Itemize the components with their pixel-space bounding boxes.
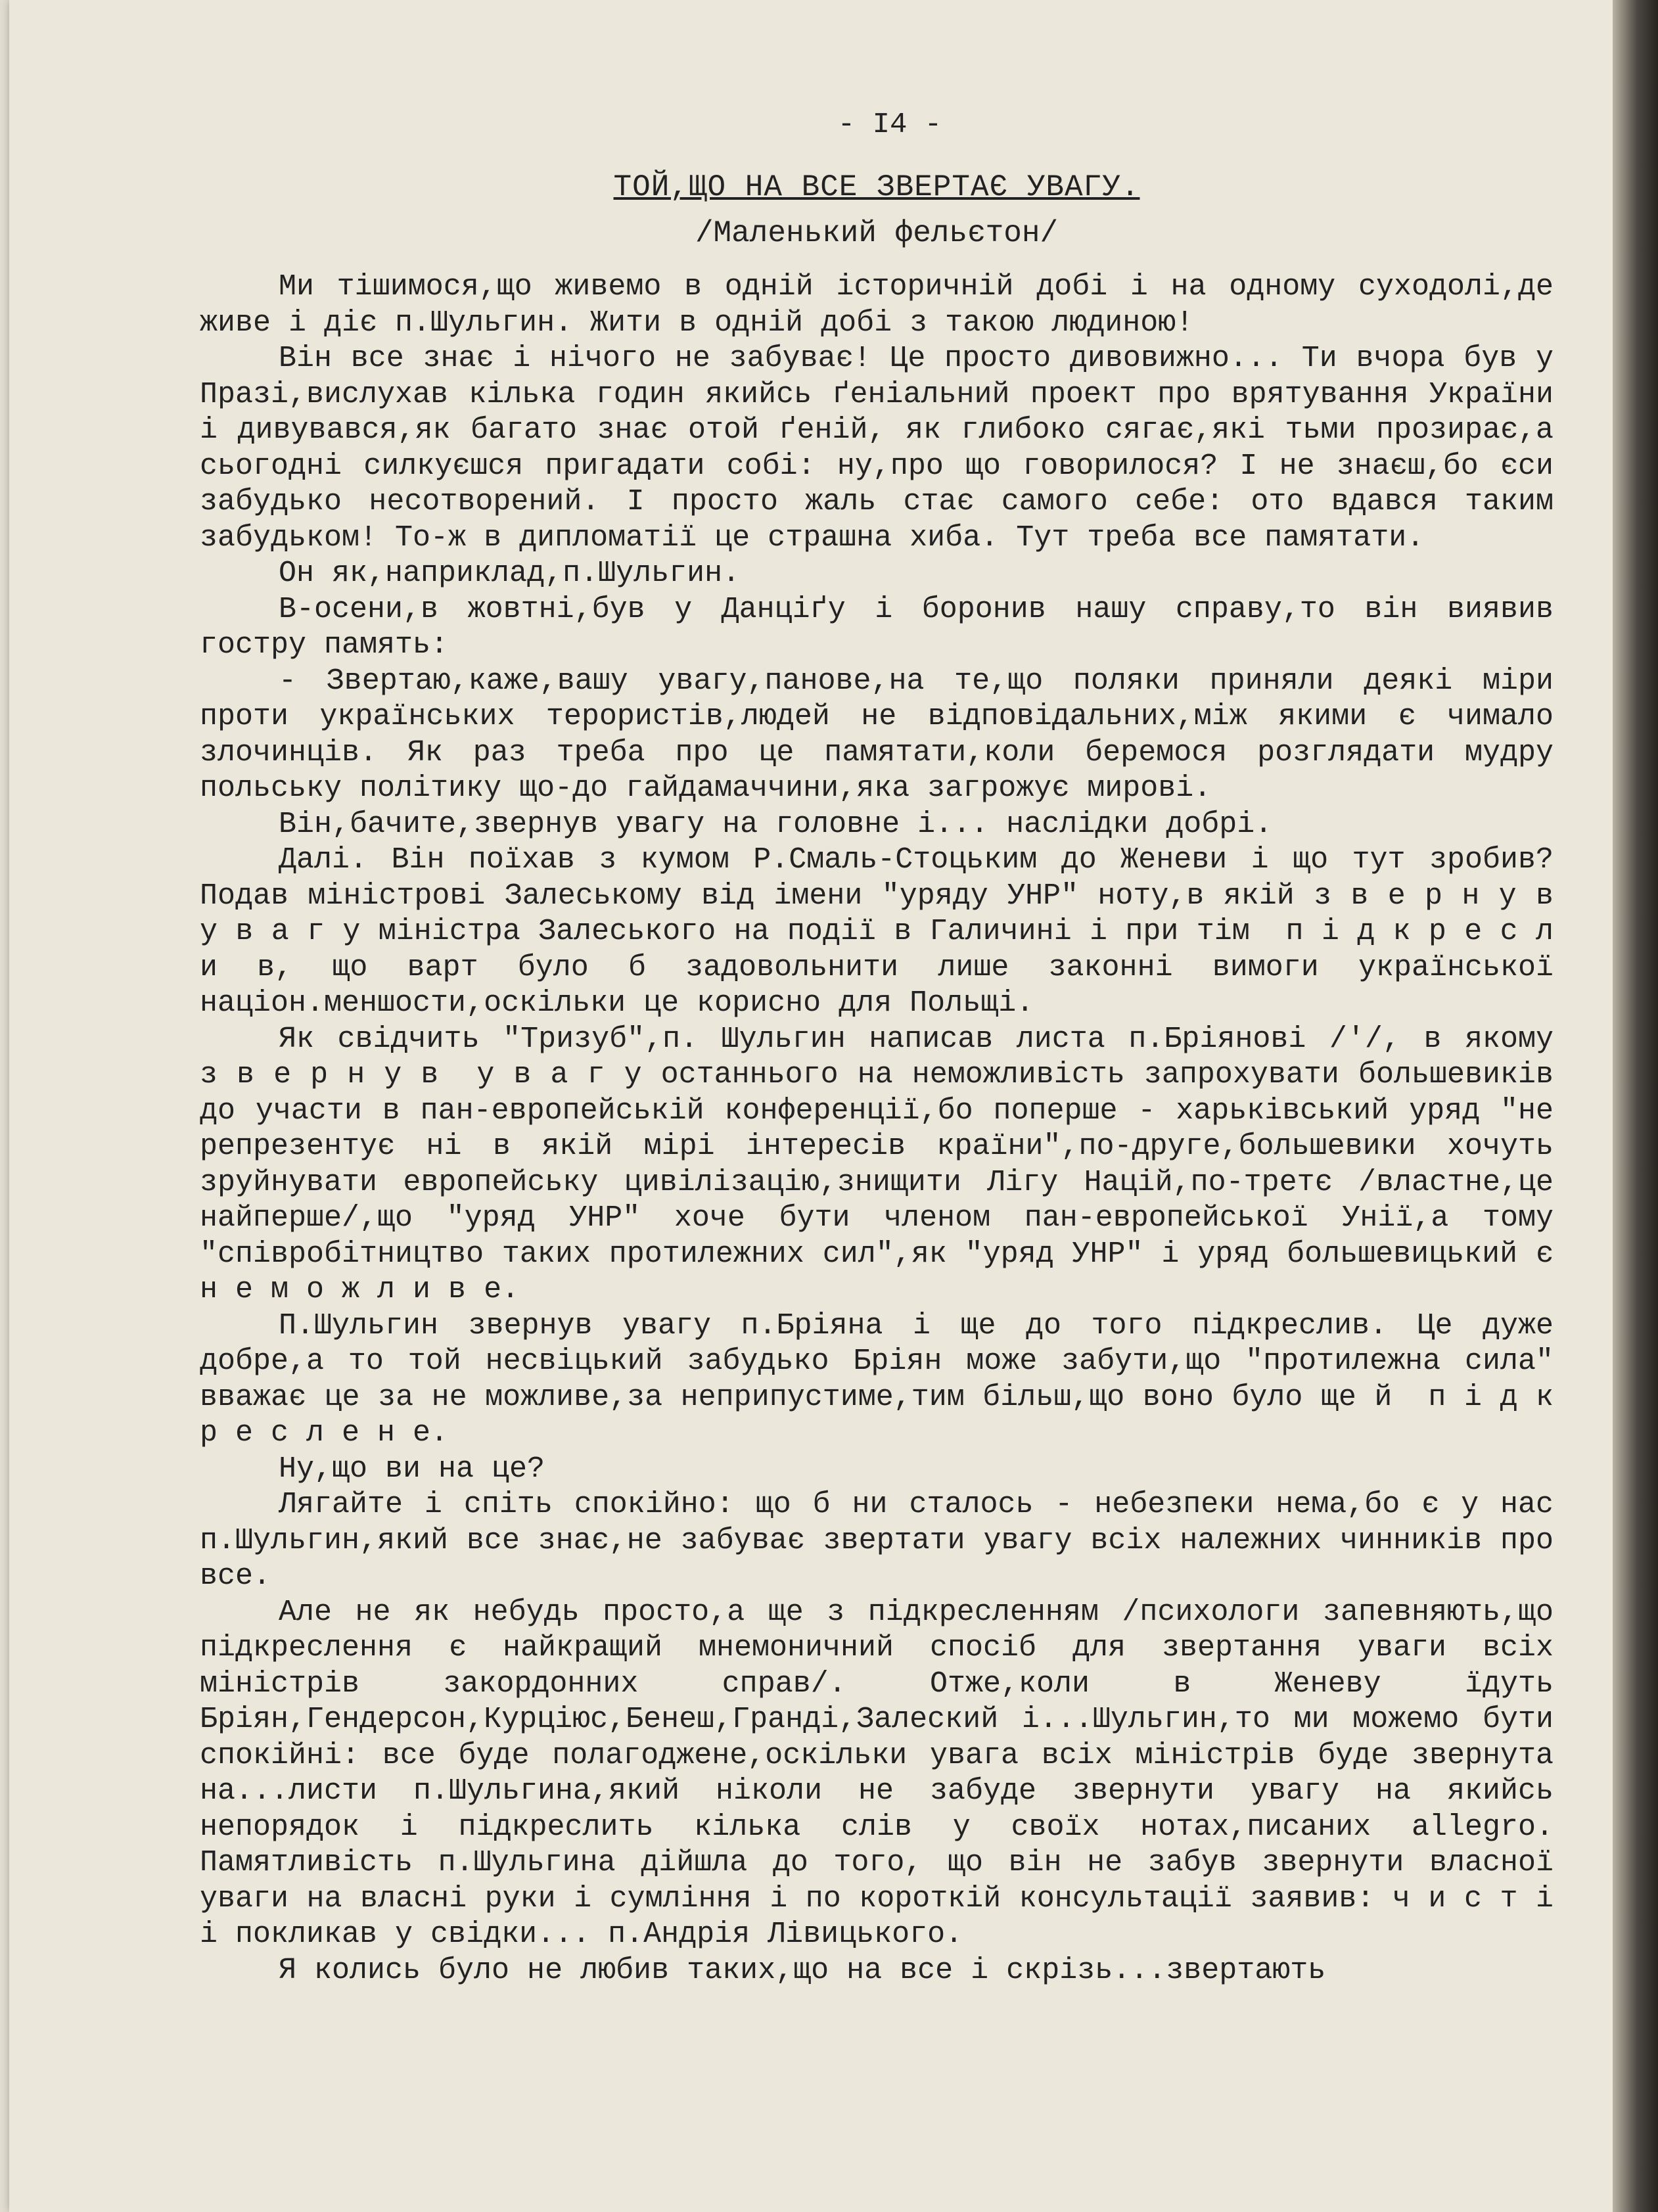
page-edge-shadow	[1613, 0, 1658, 2212]
typewritten-content	[200, 99, 1590, 1989]
paragraph: Він,бачите,звернув увагу на головне і... наслідки добрі.	[279, 807, 1273, 841]
paragraph: Я колись було не любив таких,що на все і скрізь...звертають	[279, 1953, 1326, 1987]
paragraph: Ну,що ви на це?	[279, 1452, 545, 1486]
paragraph: Ми тішимося,що живемо в одній історичній добі і на одному суходолі,де живе і діє п.Шульгин. Жити в одній добі з такою людиною!	[200, 270, 1572, 340]
paragraph: Лягайте і спіть спокійно: що б ни сталось - небезпеки нема,бо є у нас п.Шульгин,який все знає,не забуває звертати увагу всіх належних чинників про все.	[200, 1488, 1572, 1593]
paragraph: Далі. Він поїхав з кумом Р.Смаль-Стоцьким до Женеви і що тут зробив? Подав міністрові Залеському від імени "уряду УНР" ноту,в якій з в е р н у в у в а г у міністра Залеського на події в Галичині і при тім п і д к р е с л и в, що варт було б задовольнити лише законні вимоги української націон.меншости,оскільки це корисно для Польщі.	[200, 843, 1590, 1020]
page-number: - I4 -	[837, 108, 942, 141]
paragraph: Він все знає і нічого не забуває! Це просто дивовижно... Ти вчора був у Празі,вислухав кілька годин якийсь ґеніальний проект про врятування України і дивувався,як багато знає отой ґеній, як глибоко сягає,які тьми прозирає,а сьогодні силкуєшся пригадати собі: ну,про що говорилося? І не знаєш,бо єси забудько несотворений. І просто жаль стає самого себе: ото вдався таким забудьком! То-ж в дипломатії це страшна хиба. Тут треба все памятати.	[200, 342, 1572, 555]
paragraph: В-осени,в жовтні,був у Данціґу і боронив нашу справу,то він виявив гостру память:	[200, 592, 1572, 662]
document-page	[9, 0, 1613, 2212]
article-subtitle: /Маленький фельєтон/	[695, 216, 1059, 250]
paragraph: Але не як небудь просто,а ще з підкресленням /психологи запевняють,що підкреслення є найкращий мнемоничний спосіб для звертання уваги всіх міністрів закордонних справ/. Отже,коли в Женеву їдуть Бріян,Гендерсон,Курціюс,Бенеш,Гранді,Залеский і...Шульгин,то ми можемо бути спокійні: все буде полагоджене,оскільки увага всіх міністрів буде звернута на...листи п.Шульгина,який ніколи не забуде звернути увагу на якийсь непорядок і підкреслить кілька слів у своїх нотах,писаних allegro. Памятливість п.Шульгина дійшла до того, що він не забув звернути власної уваги на власні руки і сумління і по короткій консультації заявив: ч и с т і і покликав у свідки... п.Андрія Лівицького.	[200, 1595, 1590, 1951]
paragraph: Як свідчить "Тризуб",п. Шульгин написав листа п.Бріянові /'/, в якому з в е р н у в у в а г у останнього на неможливість запрохувати большевиків до участи в пан-европейській конференції,бо поперше - харьківський уряд "не репрезентує ні в якій мірі інтересів країни",по-друге,большевики хочуть зруйнувати европейську цивілізацію,знищити Лігу Націй,по-третє /властне,це найперше/,що "уряд УНР" хоче бути членом пан-европейської Унії,а тому "співробітництво таких протилежних сил",як "уряд УНР" і уряд большевицький є н е м о ж л и в е.	[200, 1022, 1590, 1306]
paragraph: - Звертаю,каже,вашу увагу,панове,на те,що поляки приняли деякі міри проти українських терористів,людей не відповідальних,між якими є чимало злочинців. Як раз треба про це памятати,коли беремося розглядати мудру польську політику що-до гайдамаччини,яка загрожує мирові.	[200, 664, 1572, 805]
article-title: ТОЙ,ЩО НА ВСЕ ЗВЕРТАЄ УВАГУ.	[613, 170, 1140, 204]
paragraph: П.Шульгин звернув увагу п.Бріяна і ще до того підкреслив. Це дуже добре,а то той несвіцький забудько Бріян може забути,що "протилежна сила" вважає це за не можливе,за неприпустиме,тим більш,що воно було ще й п і д к р е с л е н е.	[200, 1308, 1572, 1450]
paragraph: Он як,наприклад,п.Шульгин.	[279, 557, 741, 590]
article-body	[200, 269, 1590, 1989]
